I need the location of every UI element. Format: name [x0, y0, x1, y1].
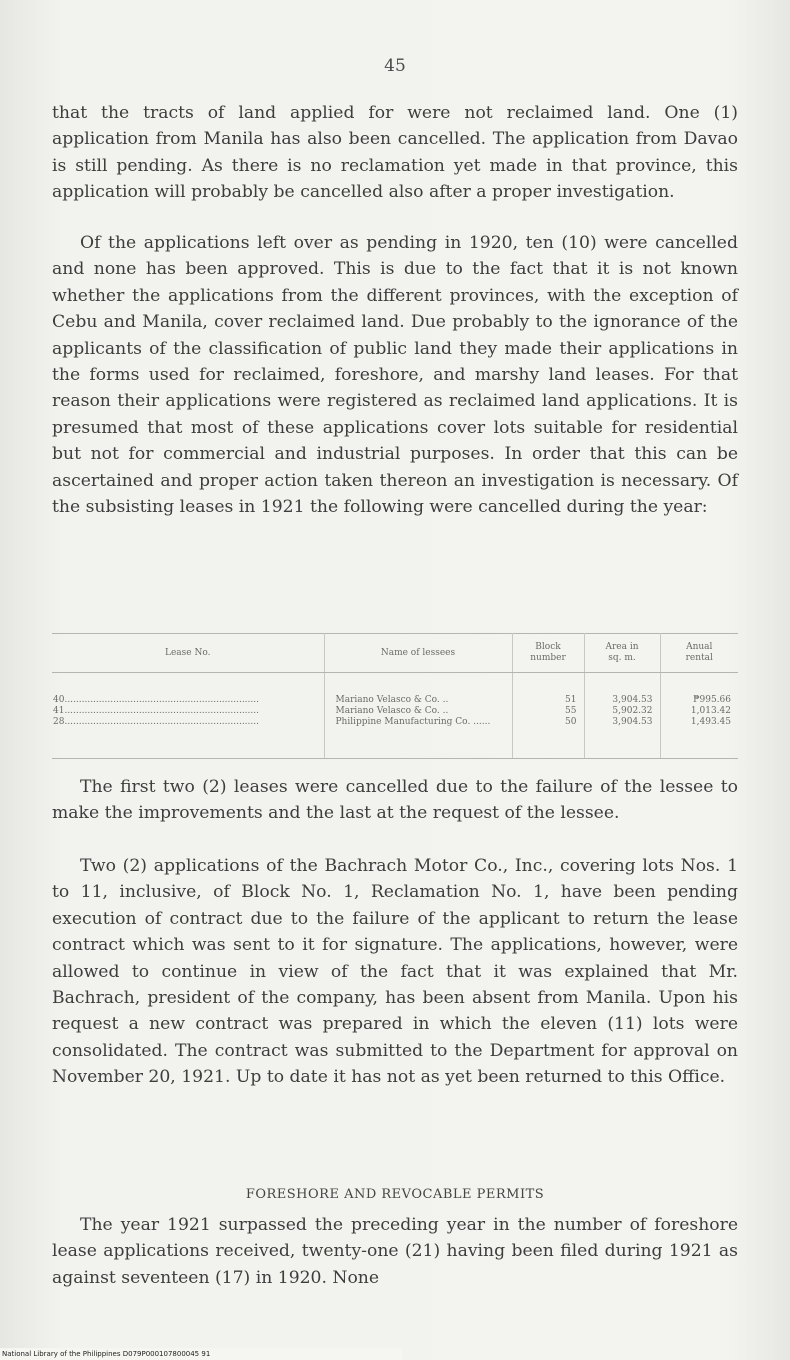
area-value: 5,902.32	[612, 706, 653, 716]
header-area-line1: Area in	[605, 642, 639, 652]
header-rental-line1: Anual	[686, 642, 713, 652]
header-block-line2: number	[530, 653, 566, 663]
paragraph-5: The year 1921 surpassed the preceding year in the number of foreshore lease applications received, twenty-one (21) having been filed during 1921 as against seventeen (17) in 1920. None	[52, 1215, 738, 1288]
area-value: 3,904.53	[612, 717, 653, 727]
block-number: 51	[565, 695, 577, 705]
page-number: 45	[384, 56, 406, 76]
header-area	[584, 634, 660, 673]
paragraph-3: The first two (2) leases were cancelled due to the failure of the lessee to make the improvements and the last at the request of the lessee.	[52, 777, 738, 824]
block-number: 55	[565, 706, 577, 716]
block-cell	[512, 673, 584, 759]
name-cell: Mariano Velasco & Co. .. Mariano Velasco & Co. .. Philippine Manufacturing Co. ......	[324, 673, 512, 759]
header-rental	[660, 634, 738, 673]
library-footer: National Library of the Philippines D079P000107800045 91	[0, 1348, 402, 1360]
lessee-name: Philippine Manufacturing Co.	[335, 717, 471, 727]
rental-value: 1,013.42	[690, 706, 731, 716]
lease-no: 28	[53, 717, 65, 727]
header-rental-line2: rental	[685, 653, 713, 663]
paragraph-2: Of the applications left over as pending in 1920, ten (10) were cancelled and none has been approved. This is due to the fact that it is not known whether the applications from the different provinces, with the exception of Cebu and Manila, cover reclaimed land. Due probably to the ignorance of the applicants of the classification of public land they made their applications in the forms used for reclaimed, foreshore, and marshy land leases. For that reason their applications were registered as reclaimed land applications. It is presumed that most of these applications cover lots suitable for residential but not for commercial and industrial purposes. In order that this can be ascertained and proper action taken thereon an investigation is necessary. Of the subsisting leases in 1921 the following were cancelled during the year:	[52, 233, 738, 518]
header-name: Name of lessees	[324, 634, 512, 673]
block-number: 50	[565, 717, 577, 727]
rental-value: 1,493.45	[690, 717, 731, 727]
table-header-row	[52, 634, 738, 673]
header-area-line2: sq. m.	[608, 653, 636, 663]
lease-no-cell: 40.................................................................... 41.................................................................... 28....................................................................	[52, 673, 324, 759]
lessee-name: Mariano Velasco & Co.	[335, 695, 440, 705]
lessee-name: Mariano Velasco & Co.	[335, 706, 440, 716]
paragraph-4: Two (2) applications of the Bachrach Motor Co., Inc., covering lots Nos. 1 to 11, inclusive, of Block No. 1, Reclamation No. 1, have been pending execution of contract due to the failure of the applicant to return the lease contract which was sent to it for signature. The applications, however, were allowed to continue in view of the fact that it was explained that Mr. Bachrach, president of the company, has been absent from Manila. Upon his request a new contract was prepared in which the eleven (11) lots were consolidated. The contract was submitted to the Department for approval on November 20, 1921. Up to date it has not as yet been returned to this Office.	[52, 856, 738, 1088]
paragraph-1: that the tracts of land applied for were not reclaimed land. One (1) application from Manila has also been cancelled. The application from Davao is still pending. As there is no reclamation yet made in that province, this application will probably be cancelled also after a proper investigation.	[52, 103, 738, 203]
header-block-line1: Block	[535, 642, 561, 652]
area-cell	[584, 673, 660, 759]
section-heading: FORESHORE AND REVOCABLE PERMITS	[245, 1187, 545, 1202]
rental-value: ₱995.66	[693, 695, 731, 705]
area-value: 3,904.53	[612, 695, 653, 705]
cancelled-leases-table	[52, 633, 738, 759]
header-block	[512, 634, 584, 673]
lease-no: 41	[53, 706, 65, 716]
lease-no: 40	[53, 695, 65, 705]
rental-cell	[660, 673, 738, 759]
table-row	[52, 673, 738, 759]
header-lease-no: Lease No.	[52, 634, 324, 673]
